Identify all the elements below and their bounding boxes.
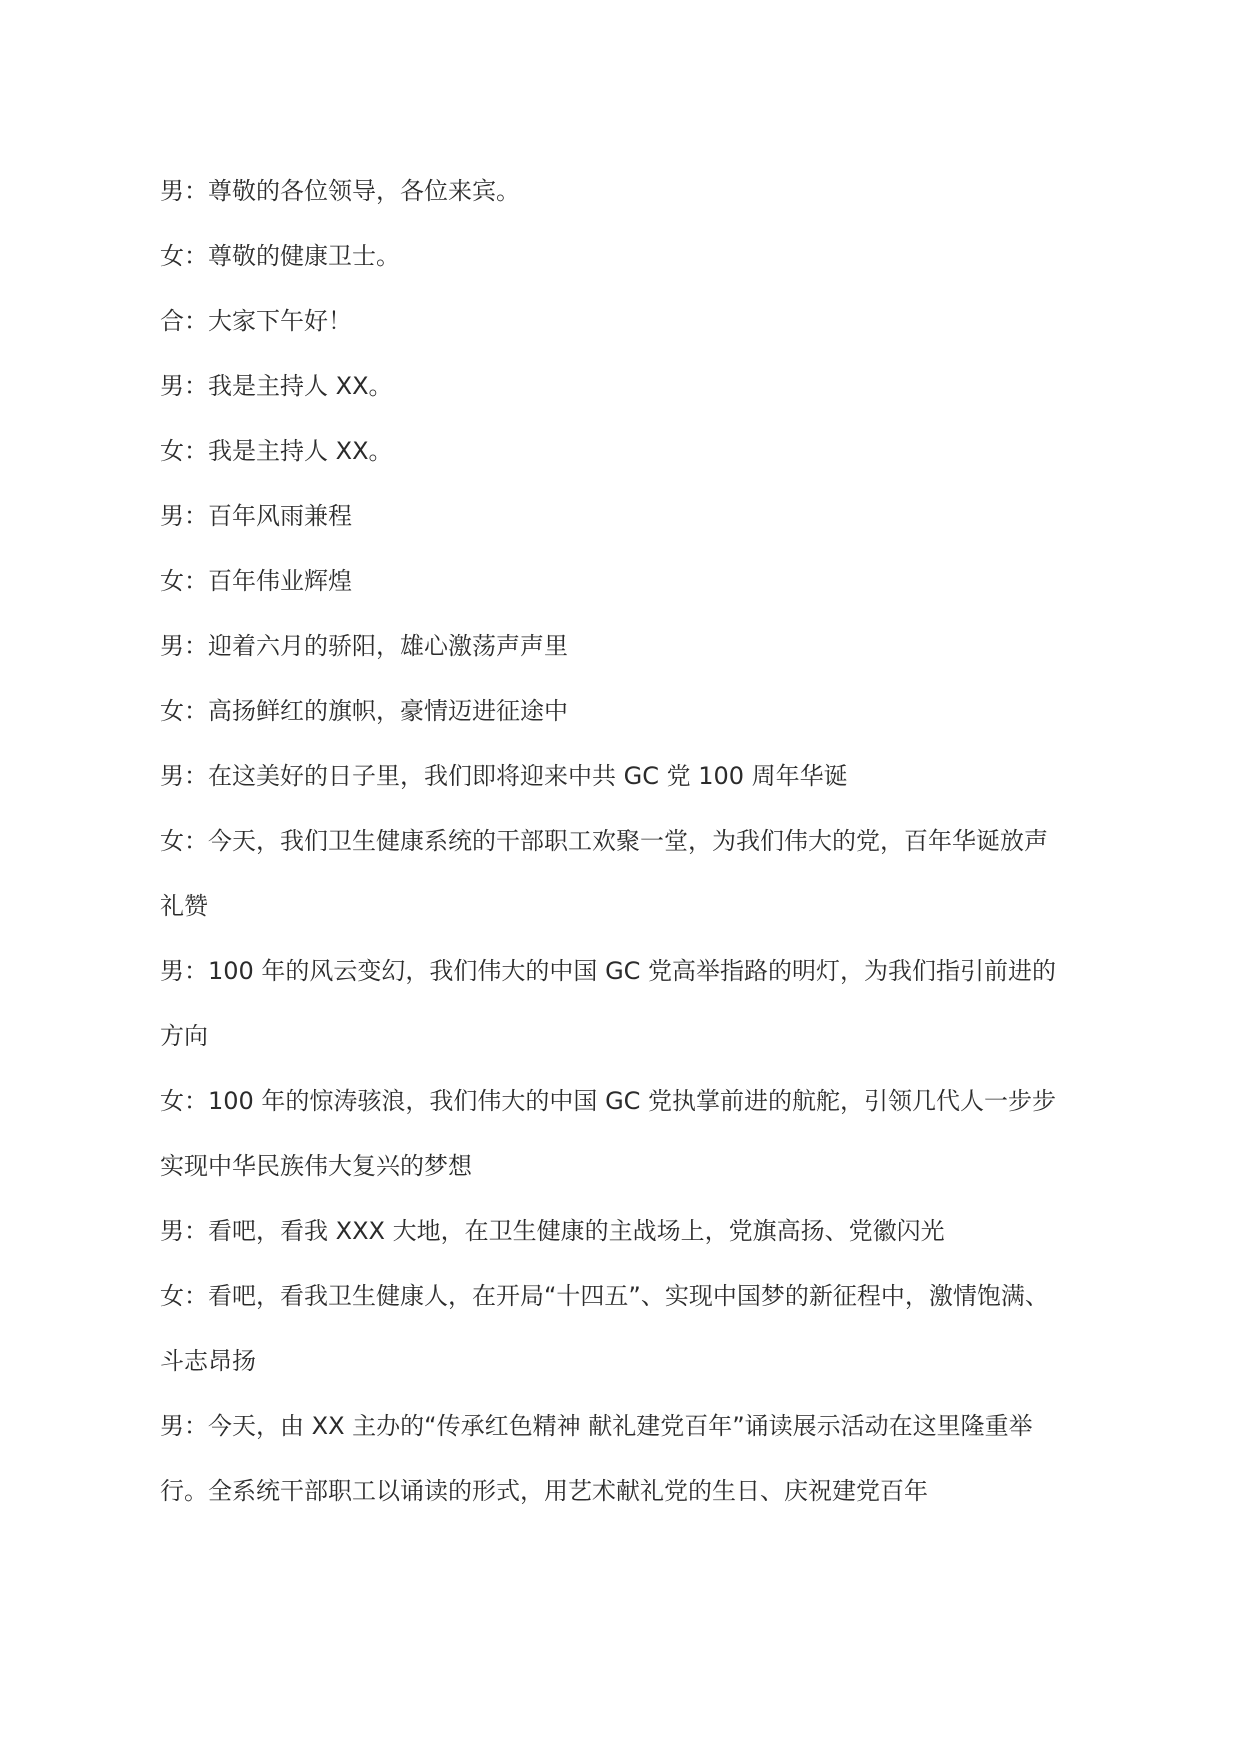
script-line: 女：百年伟业辉煌 xyxy=(160,567,352,595)
script-line: 男：百年风雨兼程 xyxy=(160,502,352,530)
script-line: 合：大家下午好！ xyxy=(160,307,352,335)
script-line: 男：在这美好的日子里，我们即将迎来中共 GC 党 100 周年华诞 xyxy=(160,762,848,790)
script-line-continuation: 行。全系统干部职工以诵读的形式，用艺术献礼党的生日、庆祝建党百年 xyxy=(160,1477,928,1505)
script-line: 男：今天，由 XX 主办的“传承红色精神 献礼建党百年”诵读展示活动在这里隆重举 xyxy=(160,1412,1033,1440)
script-line: 女：看吧，看我卫生健康人，在开局“十四五”、实现中国梦的新征程中，激情饱满、 xyxy=(160,1282,1049,1310)
script-line: 男：尊敬的各位领导，各位来宾。 xyxy=(160,177,520,205)
script-line: 男：看吧，看我 XXX 大地，在卫生健康的主战场上，党旗高扬、党徽闪光 xyxy=(160,1217,945,1245)
script-body xyxy=(160,175,1100,1540)
script-line: 女：今天，我们卫生健康系统的干部职工欢聚一堂，为我们伟大的党，百年华诞放声 xyxy=(160,827,1048,855)
script-line: 女：尊敬的健康卫士。 xyxy=(160,242,400,270)
script-line: 男：我是主持人 XX。 xyxy=(160,372,393,400)
script-line: 女：100 年的惊涛骇浪，我们伟大的中国 GC 党执掌前进的航舵，引领几代人一步步 xyxy=(160,1087,1057,1115)
script-line-continuation: 实现中华民族伟大复兴的梦想 xyxy=(160,1152,472,1180)
script-line: 女：高扬鲜红的旗帜，豪情迈进征途中 xyxy=(160,697,568,725)
script-line-continuation: 礼赞 xyxy=(160,892,208,920)
script-line-continuation: 斗志昂扬 xyxy=(160,1347,256,1375)
script-line: 男：100 年的风云变幻，我们伟大的中国 GC 党高举指路的明灯，为我们指引前进的 xyxy=(160,957,1057,985)
script-line-continuation: 方向 xyxy=(160,1022,208,1050)
script-line: 男：迎着六月的骄阳，雄心激荡声声里 xyxy=(160,632,568,660)
script-line: 女：我是主持人 XX。 xyxy=(160,437,393,465)
